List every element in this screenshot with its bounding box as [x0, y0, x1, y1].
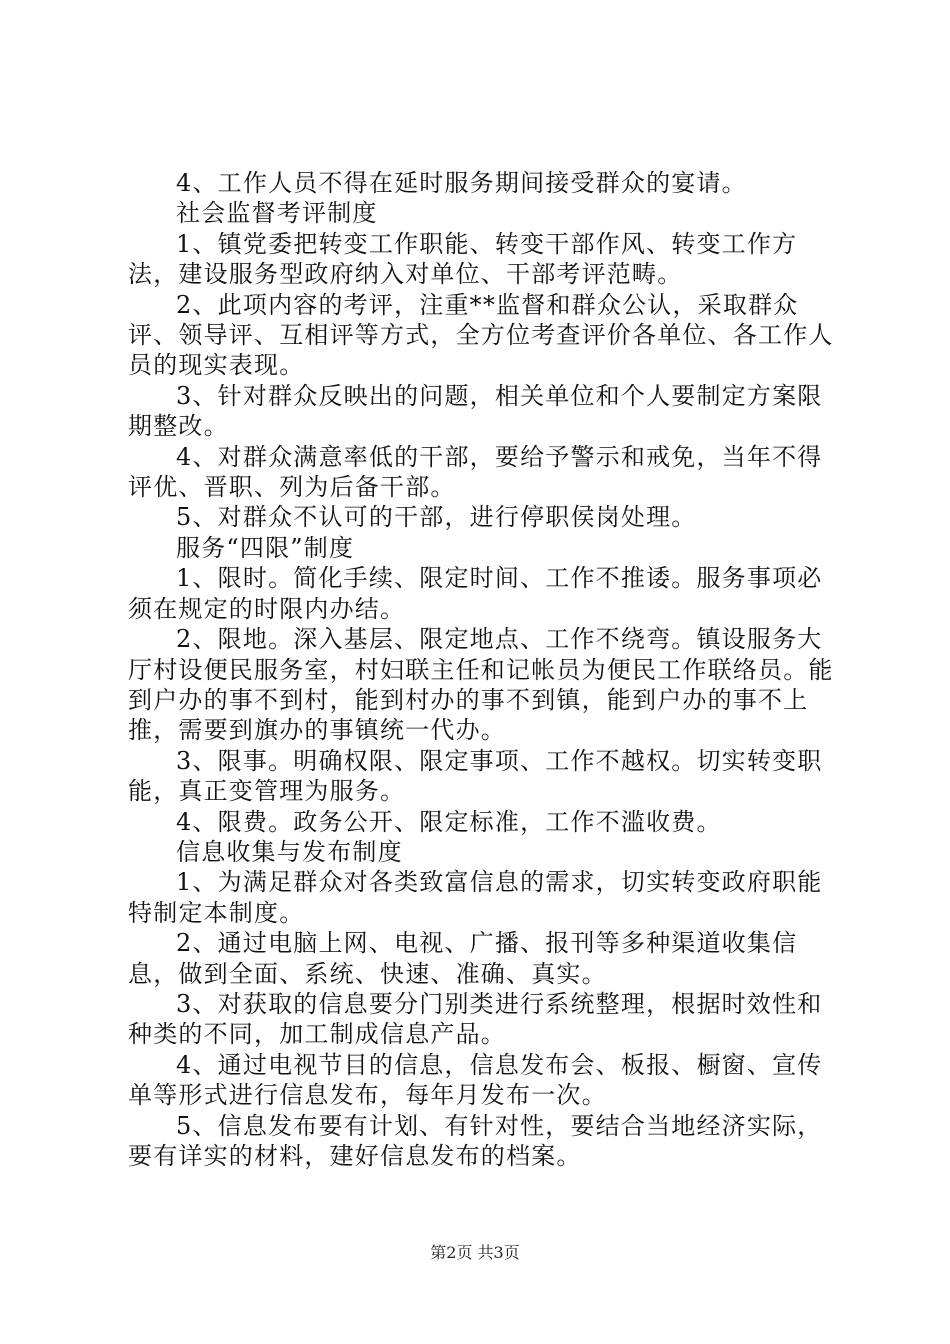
page-footer: 第2页 共3页: [430, 1243, 520, 1262]
section-heading: 社会监督考评制度: [176, 199, 378, 228]
section-heading: 信息收集与发布制度: [176, 837, 403, 866]
paragraph: 1、为满足群众对各类致富信息的需求，切实转变政府职能特制定本制度。: [128, 868, 823, 927]
paragraph: 3、针对群众反映出的问题，相关单位和个人要制定方案限期整改。: [128, 381, 823, 441]
paragraph: 5、对群众不认可的干部，进行停职侯岗处理。: [176, 503, 697, 532]
paragraph: 4、通过电视节目的信息，信息发布会、板报、橱窗、宣传单等形式进行信息发布，每年月发布一次。: [128, 1050, 823, 1110]
paragraph: 4、对群众满意率低的干部，要给予警示和戒免，当年不得评优、晋职、列为后备干部。: [128, 442, 823, 502]
paragraph: 5、信息发布要有计划、有针对性，要结合当地经济实际，要有详实的材料，建好信息发布的档案。: [128, 1111, 823, 1170]
paragraph: 4、工作人员不得在延时服务期间接受群众的宴请。: [176, 169, 747, 197]
document-body: [128, 168, 838, 1171]
paragraph: 3、限事。明确权限、限定事项、工作不越权。切实转变职能，真正变管理为服务。: [128, 746, 823, 806]
paragraph: 2、限地。深入基层、限定地点、工作不绕弯。镇设服务大厅村设便民服务室，村妇联主任和记帐员为便民工作联络员。能到户办的事不到村，能到村办的事不到镇，能到户办的事不上推，需要到旗办的事镇统一代办。: [128, 625, 834, 745]
paragraph: 1、镇党委把转变工作职能、转变干部作风、转变工作方法，建设服务型政府纳入对单位、干部考评范畴。: [128, 229, 798, 289]
paragraph: 1、限时。简化手续、限定时间、工作不推诿。服务事项必须在规定的时限内办结。: [128, 564, 823, 623]
paragraph: 3、对获取的信息要分门别类进行系统整理，根据时效性和种类的不同，加工制成信息产品。: [128, 989, 823, 1049]
section-heading: 服务“四限”制度: [176, 533, 355, 562]
paragraph: 2、通过电脑上网、电视、广播、报刊等多种渠道收集信息，做到全面、系统、快速、准确、真实。: [128, 929, 798, 988]
paragraph: 2、此项内容的考评，注重**监督和群众公认，采取群众评、领导评、互相评等方式，全方位考查评价各单位、各工作人员的现实表现。: [128, 290, 834, 380]
paragraph: 4、限费。政务公开、限定标准，工作不滥收费。: [176, 807, 722, 836]
